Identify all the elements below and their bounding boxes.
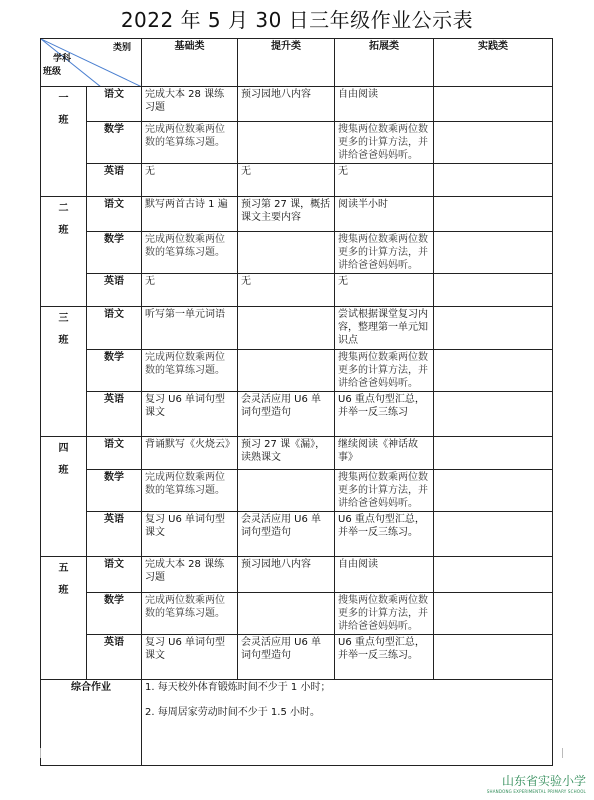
subject-cell: 英语 [87,635,142,680]
homework-cell [434,593,553,635]
class-name-number: 一 [58,93,69,104]
homework-cell [238,593,335,635]
subject-cell: 数学 [87,122,142,164]
table-row [41,197,553,232]
homework-cell: 默写两首古诗 1 遍 [142,197,238,232]
column-header-practice: 实践类 [434,39,553,87]
table-row [41,437,553,470]
subject-cell: 英语 [87,274,142,307]
homework-cell: 复习 U6 单词句型课文 [142,512,238,557]
homework-cell: 无 [238,274,335,307]
column-header-improve: 提升类 [238,39,335,87]
homework-cell [238,350,335,392]
homework-cell [434,197,553,232]
homework-cell [434,557,553,593]
table-row [41,557,553,593]
homework-cell: 自由阅读 [335,557,434,593]
subject-cell: 语文 [87,437,142,470]
corner-class-label: 班级 [43,67,62,77]
table-row [41,392,553,437]
homework-cell: 无 [335,274,434,307]
homework-cell [434,87,553,122]
homework-cell: 搜集两位数乘两位数更多的计算方法，并讲给爸爸妈妈听。 [335,593,434,635]
corner-category-label: 类别 [112,43,131,53]
homework-cell: 自由阅读 [335,87,434,122]
homework-cell [434,307,553,350]
summary-label: 综合作业 [41,680,142,766]
homework-cell: 完成两位数乘两位数的笔算练习题。 [142,593,238,635]
school-logo [487,772,586,794]
summary-row [41,680,553,766]
homework-cell: 尝试根据课堂复习内容，整理第一单元知识点 [335,307,434,350]
crop-mark-left [40,748,51,758]
subject-cell: 数学 [87,232,142,274]
homework-cell [238,307,335,350]
homework-cell: 复习 U6 单词句型课文 [142,392,238,437]
homework-cell [434,164,553,197]
homework-cell: 复习 U6 单词句型课文 [142,635,238,680]
homework-cell: 阅读半小时 [335,197,434,232]
class-name-cell [41,197,87,307]
subject-cell: 数学 [87,470,142,512]
header-corner-cell [41,39,142,87]
homework-cell: 继续阅读《神话故事》 [335,437,434,470]
homework-cell [238,122,335,164]
homework-cell [238,232,335,274]
homework-cell: 无 [335,164,434,197]
crop-mark-right [552,748,563,758]
class-name-suffix: 班 [58,465,69,476]
homework-cell: 完成两位数乘两位数的笔算练习题。 [142,470,238,512]
class-name-cell [41,87,87,197]
homework-cell [434,122,553,164]
homework-cell: 搜集两位数乘两位数更多的计算方法，并讲给爸爸妈妈听。 [335,232,434,274]
homework-table [40,38,553,766]
subject-cell: 数学 [87,350,142,392]
homework-cell [434,350,553,392]
homework-cell: 完成两位数乘两位数的笔算练习题。 [142,232,238,274]
homework-cell: 听写第一单元词语 [142,307,238,350]
class-name-suffix: 班 [58,225,69,236]
class-name-suffix: 班 [58,585,69,596]
homework-cell [434,470,553,512]
table-row [41,635,553,680]
homework-cell [434,392,553,437]
subject-cell: 语文 [87,557,142,593]
column-header-extend: 拓展类 [335,39,434,87]
table-row [41,122,553,164]
class-name-cell [41,437,87,557]
table-row [41,350,553,392]
homework-cell: 无 [142,164,238,197]
homework-cell: 完成大本 28 课练习题 [142,87,238,122]
homework-cell: 会灵活应用 U6 单词句型造句 [238,512,335,557]
homework-cell: U6 重点句型汇总，并举一反三练习 [335,392,434,437]
table-row [41,593,553,635]
homework-cell [434,232,553,274]
summary-content [142,680,553,766]
homework-cell [238,470,335,512]
class-name-suffix: 班 [58,115,69,126]
homework-cell: 预习园地八内容 [238,557,335,593]
homework-cell [434,512,553,557]
class-name-number: 二 [58,203,69,214]
homework-cell: 背诵默写《火烧云》 [142,437,238,470]
corner-subject-label: 学科 [53,54,72,64]
homework-cell: 搜集两位数乘两位数更多的计算方法，并讲给爸爸妈妈听。 [335,470,434,512]
homework-cell: 无 [142,274,238,307]
column-header-basic: 基础类 [142,39,238,87]
page-title: 2022 年 5 月 30 日三年级作业公示表 [120,8,474,32]
class-name-number: 四 [58,443,69,454]
class-name-cell [41,557,87,680]
subject-cell: 语文 [87,87,142,122]
subject-cell: 语文 [87,197,142,232]
table-row [41,307,553,350]
class-name-suffix: 班 [58,335,69,346]
class-name-cell [41,307,87,437]
table-row [41,232,553,274]
homework-cell: 完成两位数乘两位数的笔算练习题。 [142,122,238,164]
table-row [41,512,553,557]
homework-cell [434,274,553,307]
homework-cell: 完成大本 28 课练习题 [142,557,238,593]
subject-cell: 数学 [87,593,142,635]
table-row [41,164,553,197]
summary-item: 1. 每天校外体育锻炼时间不少于 1 小时； [145,682,331,693]
class-name-number: 五 [58,563,69,574]
homework-cell: 预习第 27 课，概括课文主要内容 [238,197,335,232]
homework-cell: 预习园地八内容 [238,87,335,122]
subject-cell: 英语 [87,392,142,437]
homework-cell: 完成两位数乘两位数的笔算练习题。 [142,350,238,392]
homework-cell: 预习 27 课《漏》，读熟课文 [238,437,335,470]
school-logo-name: 山东省实验小学 [501,774,586,788]
homework-cell: 会灵活应用 U6 单词句型造句 [238,392,335,437]
homework-cell: U6 重点句型汇总，并举一反三练习。 [335,635,434,680]
summary-item: 2. 每周居家劳动时间不少于 1.5 小时。 [145,707,320,718]
table-row [41,87,553,122]
table-row [41,470,553,512]
school-logo-english: SHANDONG EXPERIMENTAL PRIMARY SCHOOL [486,789,586,794]
homework-cell: 搜集两位数乘两位数更多的计算方法，并讲给爸爸妈妈听。 [335,122,434,164]
homework-cell [434,635,553,680]
header-row [41,39,553,87]
subject-cell: 语文 [87,307,142,350]
subject-cell: 英语 [87,512,142,557]
homework-cell: 会灵活应用 U6 单词句型造句 [238,635,335,680]
class-name-number: 三 [58,313,69,324]
homework-cell: 无 [238,164,335,197]
homework-cell: 搜集两位数乘两位数更多的计算方法，并讲给爸爸妈妈听。 [335,350,434,392]
homework-cell [434,437,553,470]
table-row [41,274,553,307]
subject-cell: 英语 [87,164,142,197]
homework-cell: U6 重点句型汇总，并举一反三练习。 [335,512,434,557]
